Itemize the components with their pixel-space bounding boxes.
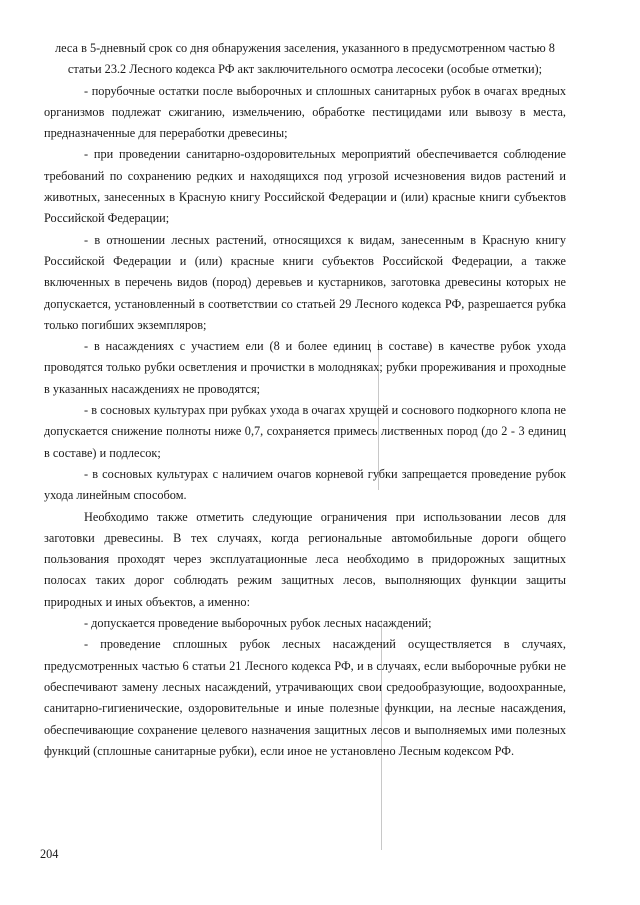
paragraph-8: Необходимо также отметить следующие ограничения при использовании лесов для заготовки древесины. В тех случаях, когда региональные автомобильные дороги общего пользования проходят через эксплуатационные леса необходимо в придорожных защитных полосах таких дорог соблюдать режим защитных лесов, выполняющих функции защиты природных и иных объектов, а именно: [44, 509, 566, 609]
page-number: 204 [40, 847, 59, 861]
paragraph-4: - в отношении лесных растений, относящихся к видам, занесенным в Красную книгу Российской Федерации и (или) красные книги субъектов Российской Федерации, а также включенных в перечень видов (пород) деревьев и кустарников, заготовка древесины которых не допускается, установленный в соответствии со статьей 29 Лесного кодекса РФ, разрешается рубка только погибших экземпляров; [44, 232, 566, 332]
paragraph-6: - в сосновых культурах при рубках ухода в очагах хрущей и соснового подкорного клопа не допускается снижение полноты ниже 0,7, сохраняется примесь лиственных пород (до 2 - 3 единиц в составе) и подлесок; [44, 403, 566, 460]
paragraph-5: - в насаждениях с участием ели (8 и более единиц в составе) в качестве рубок ухода проводятся только рубки осветления и прочистки в молодняках; рубки прореживания и проходные в указанных насаждениях не проводятся; [44, 339, 566, 396]
paragraph-7: - в сосновых культурах с наличием очагов корневой губки запрещается проведение рубок ухода линейным способом. [44, 466, 566, 503]
paragraph-3: - при проведении санитарно-оздоровительных мероприятий обеспечивается соблюдение требований по сохранению редких и находящихся под угрозой исчезновения видов растений и животных, занесенных в Красную книгу Российской Федерации и (или) красные книги субъектов Российской Федерации; [44, 147, 566, 226]
paragraph-2: - порубочные остатки после выборочных и сплошных санитарных рубок в очагах вредных организмов подлежат сжиганию, измельчению, обработке пестицидами или вывозу в места, предназначенные для переработки древесины; [44, 83, 566, 141]
paragraph-1: леса в 5-дневный срок со дня обнаружения заселения, указанного в предусмотренном частью 8 статьи 23.2 Лесного кодекса РФ акт заключительного осмотра лесосеки (особые отметки); [55, 41, 555, 77]
paragraph-9: - допускается проведение выборочных рубок лесных насаждений; [84, 616, 432, 631]
paragraph-10: - проведение сплошных рубок лесных насаждений осуществляется в случаях, предусмотренных частью 6 статьи 21 Лесного кодекса РФ, и в случаях, если выборочные рубки не обеспечивают замену лесных насаждений, утрачивающих свои средообразующие, водоохранные, санитарно-гигиенические, оздоровительные и иные полезные функции, на лесные насаждения, обеспечивающие сохранение целевого назначения защитных лесов и выполняемых ими полезных функций (сплошные санитарные рубки), если иное не установлено Лесным кодексом РФ. [44, 637, 566, 758]
document-body [44, 38, 566, 762]
